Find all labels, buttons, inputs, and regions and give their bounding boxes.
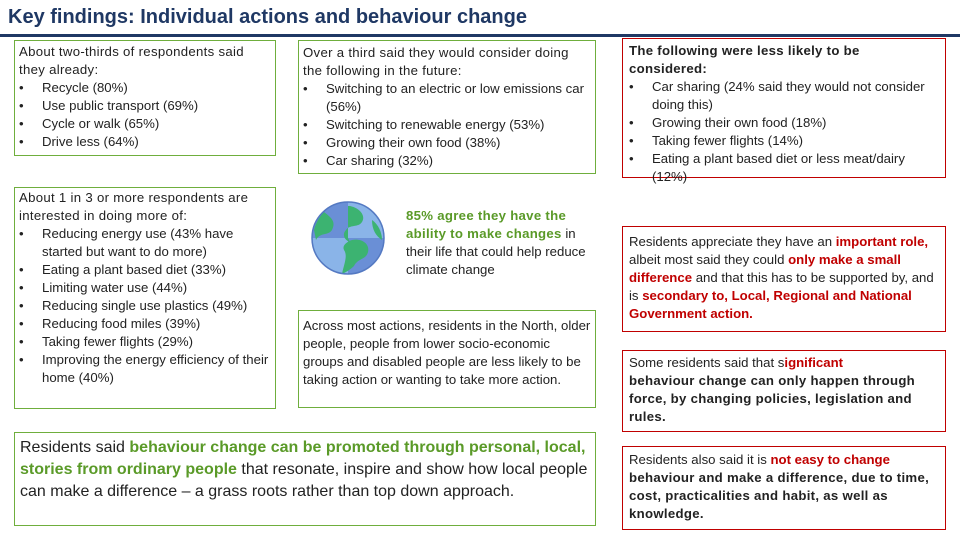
force-highlight-2: behaviour change can only happen through force, by changing policies, legislation and rules. (629, 373, 916, 424)
role-text-3: and that this has to be supported by, and is (629, 270, 934, 303)
already-box (14, 40, 276, 156)
already-list (19, 79, 271, 151)
role-highlight-2: only make a small difference (629, 252, 901, 285)
list-item: • Eating a plant based diet or less meat/dairy (12%) (629, 150, 939, 186)
promoted-highlight: behaviour change can be promoted through personal, local, stories from ordinary people (20, 439, 586, 478)
across-text: Across most actions, residents in the North, older people, people from lower socio-economic groups and disabled people are less likely to be taking action or wanting to take more action. (303, 318, 591, 387)
title-divider (0, 34, 960, 37)
less-likely-heading: The following were less likely to be considered: (629, 43, 860, 76)
list-item: • Car sharing (24% said they would not consider doing this) (629, 78, 939, 114)
list-item: • Switching to an electric or low emissions car (56%) (303, 80, 591, 116)
less-likely-box (622, 38, 946, 184)
list-item: • Taking fewer flights (14%) (629, 132, 939, 150)
list-item: • Drive less (64%) (19, 133, 271, 151)
force-text: Some residents said that s (629, 355, 785, 370)
interested-heading: About 1 in 3 or more respondents are interested in doing more of: (19, 190, 249, 223)
globe-icon (310, 200, 386, 276)
future-box (298, 40, 596, 174)
force-box (622, 350, 946, 432)
agree-highlight: 85% agree they have the ability to make changes (406, 208, 567, 241)
force-highlight-1: ignificant (784, 355, 844, 370)
list-item: • Improving the energy efficiency of their home (40%) (19, 351, 271, 387)
promoted-pre: Residents said (20, 439, 130, 456)
across-box (298, 310, 596, 408)
interested-box (14, 187, 276, 409)
list-item: • Cycle or walk (65%) (19, 115, 271, 133)
page-title: Key findings: Individual actions and behaviour change (8, 6, 527, 28)
not-easy-highlight-1: not easy to change (770, 452, 890, 467)
role-text-1: Residents appreciate they have an (629, 234, 836, 249)
future-heading: Over a third said they would consider doing the following in the future: (303, 45, 569, 78)
already-heading: About two-thirds of respondents said they already: (19, 44, 244, 77)
list-item: • Reducing energy use (43% have started but want to do more) (19, 225, 271, 261)
list-item: • Car sharing (32%) (303, 152, 591, 170)
role-text-2: albeit most said they could (629, 252, 789, 267)
not-easy-box (622, 446, 946, 530)
future-list (303, 80, 591, 170)
role-highlight-3: secondary to, Local, Regional and National Government action. (629, 288, 912, 321)
list-item: • Eating a plant based diet (33%) (19, 261, 271, 279)
interested-list (19, 225, 271, 387)
list-item: • Taking fewer flights (29%) (19, 333, 271, 351)
role-highlight-1: important role, (835, 234, 929, 249)
less-likely-list (629, 78, 939, 186)
list-item: • Recycle (80%) (19, 79, 271, 97)
list-item: • Growing their own food (38%) (303, 134, 591, 152)
list-item: • Reducing single use plastics (49%) (19, 297, 271, 315)
list-item: • Limiting water use (44%) (19, 279, 271, 297)
list-item: • Reducing food miles (39%) (19, 315, 271, 333)
not-easy-text: Residents also said it is (629, 452, 771, 467)
list-item: • Growing their own food (18%) (629, 114, 939, 132)
promoted-box (14, 432, 596, 526)
agree-statement (406, 207, 596, 279)
promoted-post: that resonate, inspire and show how local people can make a difference – a grass roots rather than top down approach. (20, 461, 588, 500)
list-item: • Switching to renewable energy (53%) (303, 116, 591, 134)
not-easy-highlight-2: behaviour and make a difference, due to time, cost, practicalities and habit, as well as knowledge. (629, 470, 930, 521)
role-box (622, 226, 946, 332)
list-item: • Use public transport (69%) (19, 97, 271, 115)
agree-rest: in their life that could help reduce climate change (406, 226, 586, 277)
